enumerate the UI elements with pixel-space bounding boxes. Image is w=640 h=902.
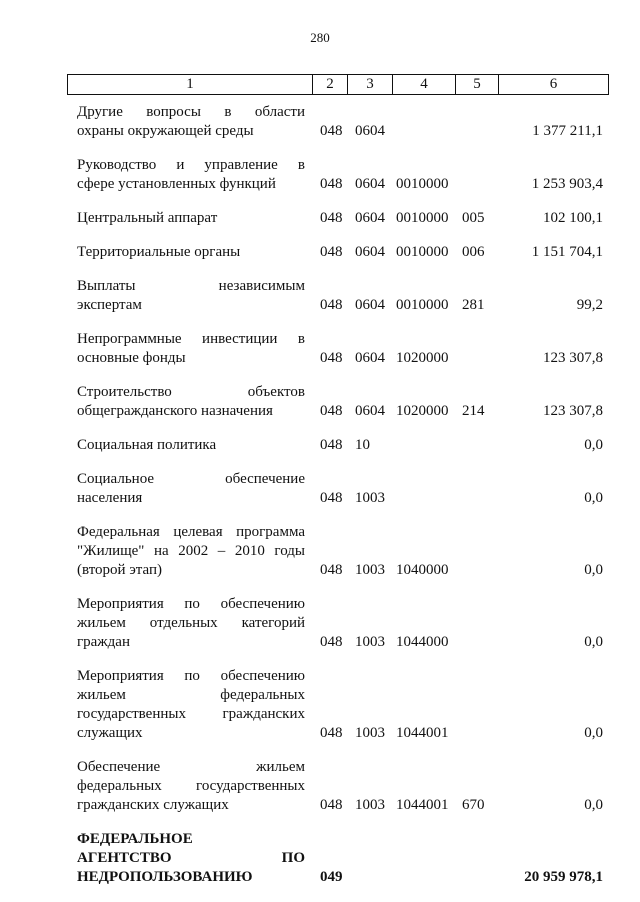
- row-codes: [0, 724, 640, 743]
- description-line: служащих: [77, 725, 143, 741]
- description-line: основные фонды: [77, 350, 186, 366]
- department-code: 048: [320, 797, 343, 813]
- description-line: НЕДРОПОЛЬЗОВАНИЮ: [77, 869, 253, 885]
- table-row: [0, 470, 640, 508]
- header-col-1: 1: [68, 75, 313, 94]
- target-article-code: 1044000: [396, 634, 449, 650]
- table-row: [0, 758, 640, 815]
- section-code: 1003: [355, 490, 385, 506]
- row-amount: 0,0: [584, 562, 603, 578]
- target-article-code: 1040000: [396, 562, 449, 578]
- description-line: экспертам: [77, 297, 142, 313]
- row-amount: 1 151 704,1: [531, 244, 603, 260]
- page-number: 280: [310, 30, 330, 45]
- department-code: 049: [320, 869, 343, 885]
- expense-type-code: 006: [462, 244, 485, 260]
- description-line: Мероприятия по обеспечению: [77, 668, 305, 684]
- row-codes: [0, 868, 640, 887]
- row-amount: 20 959 978,1: [524, 869, 603, 885]
- row-codes: [0, 561, 640, 580]
- table-row: [0, 595, 640, 652]
- department-code: 048: [320, 350, 343, 366]
- row-codes: [0, 402, 640, 421]
- section-code: 0604: [355, 297, 385, 313]
- row-codes: [0, 296, 640, 315]
- expense-type-code: 670: [462, 797, 485, 813]
- table-row: [0, 103, 640, 141]
- description-line: Социальная политика: [77, 437, 217, 453]
- section-code: 1003: [355, 725, 385, 741]
- description-line: Обеспечение жильем: [77, 759, 305, 775]
- table-row: [0, 209, 640, 228]
- description-line: Руководство и управление в: [77, 157, 305, 173]
- header-col-6: 6: [549, 76, 558, 92]
- expense-type-code: 214: [462, 403, 485, 419]
- section-code: 1003: [355, 634, 385, 650]
- row-codes: [0, 796, 640, 815]
- description-line: государственных гражданских: [77, 706, 305, 722]
- row-codes: [0, 243, 640, 262]
- target-article-code: 1044001: [396, 797, 449, 813]
- description-line: Строительство объектов: [77, 384, 305, 400]
- description-line: жильем федеральных: [77, 687, 305, 703]
- description-line: гражданских служащих: [77, 797, 229, 813]
- section-code: 10: [355, 437, 370, 453]
- table-row: [0, 830, 640, 887]
- description-line: "Жилище" на 2002 – 2010 годы: [77, 543, 305, 559]
- row-codes: [0, 489, 640, 508]
- target-article-code: 1020000: [396, 403, 449, 419]
- section-code: 0604: [355, 403, 385, 419]
- description-line: Выплаты независимым: [77, 278, 305, 294]
- header-col-4: 4: [393, 75, 456, 94]
- section-code: 0604: [355, 244, 385, 260]
- row-amount: 0,0: [584, 634, 603, 650]
- description-line: охраны окружающей среды: [77, 123, 254, 139]
- section-code: 0604: [355, 350, 385, 366]
- row-amount: 123 307,8: [543, 403, 603, 419]
- target-article-code: 1020000: [396, 350, 449, 366]
- row-codes: [0, 436, 640, 455]
- section-code: 0604: [355, 176, 385, 192]
- row-amount: 0,0: [584, 490, 603, 506]
- department-code: 048: [320, 123, 343, 139]
- header-col-3: 3: [348, 75, 393, 94]
- row-codes: [0, 633, 640, 652]
- description-line: Территориальные органы: [77, 244, 241, 260]
- row-amount: 102 100,1: [543, 210, 603, 226]
- description-line: общегражданского назначения: [77, 403, 273, 419]
- description-line: граждан: [77, 634, 130, 650]
- header-col-5: 5: [456, 75, 499, 94]
- expense-type-code: 005: [462, 210, 485, 226]
- target-article-code: 0010000: [396, 210, 449, 226]
- header-col-2: 2: [313, 75, 348, 94]
- section-code: 1003: [355, 562, 385, 578]
- expense-type-code: 281: [462, 297, 485, 313]
- row-codes: [0, 209, 640, 228]
- description-line: Центральный аппарат: [77, 210, 218, 226]
- target-article-code: 1044001: [396, 725, 449, 741]
- description-line: сфере установленных функций: [77, 176, 276, 192]
- table-row: [0, 523, 640, 580]
- department-code: 048: [320, 297, 343, 313]
- description-line: Федеральная целевая программа: [77, 524, 305, 540]
- table-row: [0, 330, 640, 368]
- row-amount: 123 307,8: [543, 350, 603, 366]
- department-code: 048: [320, 244, 343, 260]
- description-line: населения: [77, 490, 143, 506]
- table-row: [0, 436, 640, 455]
- target-article-code: 0010000: [396, 244, 449, 260]
- table-row: [0, 277, 640, 315]
- department-code: 048: [320, 490, 343, 506]
- table-header: [67, 74, 609, 95]
- row-amount: 0,0: [584, 797, 603, 813]
- department-code: 048: [320, 725, 343, 741]
- department-code: 048: [320, 437, 343, 453]
- row-codes: [0, 122, 640, 141]
- description-line: (второй этап): [77, 562, 162, 578]
- table-row: [0, 156, 640, 194]
- row-amount: 99,2: [576, 297, 603, 313]
- table-body: [0, 103, 640, 902]
- description-line: ФЕДЕРАЛЬНОЕ: [77, 831, 193, 847]
- section-code: 1003: [355, 797, 385, 813]
- description-line: жильем отдельных категорий: [77, 615, 305, 631]
- description-line: Социальное обеспечение: [77, 471, 305, 487]
- department-code: 048: [320, 210, 343, 226]
- department-code: 048: [320, 562, 343, 578]
- row-amount: 1 377 211,1: [532, 123, 603, 139]
- row-codes: [0, 349, 640, 368]
- row-amount: 1 253 903,4: [531, 176, 603, 192]
- description-line: федеральных государственных: [77, 778, 305, 794]
- department-code: 048: [320, 634, 343, 650]
- description-line: АГЕНТСТВО ПО: [77, 850, 305, 866]
- description-line: Непрограммные инвестиции в: [77, 331, 305, 347]
- row-codes: [0, 175, 640, 194]
- table-row: [0, 667, 640, 743]
- row-amount: 0,0: [584, 437, 603, 453]
- description-line: Другие вопросы в области: [77, 104, 305, 120]
- target-article-code: 0010000: [396, 297, 449, 313]
- table-row: [0, 243, 640, 262]
- department-code: 048: [320, 403, 343, 419]
- section-code: 0604: [355, 123, 385, 139]
- table-row: [0, 383, 640, 421]
- row-amount: 0,0: [584, 725, 603, 741]
- target-article-code: 0010000: [396, 176, 449, 192]
- section-code: 0604: [355, 210, 385, 226]
- description-line: Мероприятия по обеспечению: [77, 596, 305, 612]
- department-code: 048: [320, 176, 343, 192]
